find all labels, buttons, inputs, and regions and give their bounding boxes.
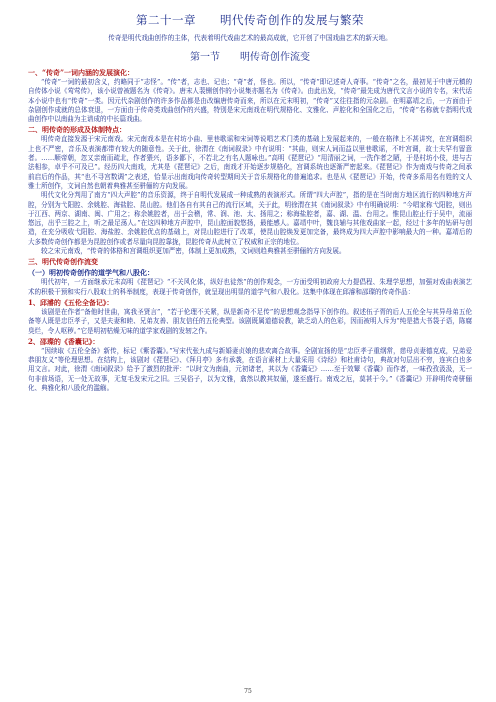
chapter-title: 第二十一章 明代传奇创作的发展与繁荣 bbox=[136, 13, 364, 27]
paragraph: “传奇”一词的最初含义，约略同于“志怪”。“传”者，志也、记也；“奇”者，怪也。所以，“传奇”即记述奇人奇事。“传奇”之名，最初见于中唐元稹的自传体小说《莺莺传》，该小说曾被题名为《传奇》。唐末人裴铏创作的小说集亦题名为《传奇》。由此出发，“传奇”最先成为唐代文言小说的专名，宋代话本小说中也有“传奇”一类。因元代杂剧创作的许多作品都是由改编唐传奇而来，所以在元末明初，“传奇”又往往指的元杂剧。在明嘉靖之后，一方面由于杂剧创作成就的总体衰退，一方面由于传奇类戏曲创作的兴盛，特别是宋元南戏在明代规格化、文雅化、声腔化和全国化之后，“传奇”名称就专指明代戏曲创作中以南曲为主谱成的中长篇戏曲。 bbox=[28, 78, 472, 124]
heading: 1、邱濬的《五伦全备记》： bbox=[28, 297, 114, 307]
heading: 二、明传奇的形成及体制特点： bbox=[28, 125, 126, 135]
subheading: （一）明初传奇创作的道学气和八股化： bbox=[28, 268, 154, 278]
heading: 三、明代传奇创作流变 bbox=[28, 257, 98, 267]
page-number: 75 bbox=[244, 688, 252, 695]
paragraph: 明传奇直接发源于宋元南戏。宋元南戏本是在村坊小曲、里巷歌谣和宋词等说唱艺术门类的基础上发展起来的，一般在格律上不甚讲究，在宫调组织上也不严密，音乐及表演都带有较大的随意性。关于此，徐渭在《南词叙录》中有说明：“其曲，则宋人词而益以里巷歌谣，不叶宫调，故士夫罕有留意者。……顺帝朝，忽又亲南而疏北，作者猥兴，语多鄙下，不若北之有名人题咏也。”高明《琵琶记》“用清丽之词，一洗作者之陋，于是村坊小伎，进与古法相参，卓乎不可及已”。经历四大南戏，尤其是《琵琶记》之后，南戏才开始逐步规格化，宫调系统也逐渐严密起来。《琵琶记》作为南戏与传奇之间承前启后的作品，其“也不寻宫数调”之表述，恰显示出南戏向传奇转型期间关于音乐规格化的普遍追求。也是从《琵琶记》开始，传奇多系用名有姓的文人雅士所创作，文词自然也朝着典雅甚至骈俪的方向发展。 bbox=[28, 135, 472, 190]
heading: 2、邵璨的《香囊记》： bbox=[28, 336, 100, 346]
paragraph: “因续取《五伦全备》新传，标记《紫香囊》。”写宋代张九成与新婚妻贞娘的悲欢离合故事。全剧宣扬的是“忠臣孝子重纲常，慈母贞妻德克成，兄弟爱恭朋友义”等伦理思想。在结构上，该剧对《琵琶记》、《拜月亭》多有承袭，在语言素材上大量采用《诗经》和杜甫诗句，典故对句层出不穷，连宾白也多用文言。对此，徐渭《南词叙录》给予了激烈的批评：“以时文为南曲，元初诸老，其以为《香囊记》……至于效颦《香囊》而作者，一味孜孜汲汲，无一句非前场语，无一处无故事，无复毛发宋元之旧。三吴俗子，以为文雅，翕然以教其奴僮，遂至盛行。南戏之厄，莫甚于今。”《香囊记》开辟明传奇骈俪化、典雅化和八股化的滥觞。 bbox=[28, 346, 472, 393]
paragraph: 较之宋元南戏，“传奇的体格和宫调组织更加严密，体制上更加成熟，文词则趋典雅甚至骈俪的方向发展。 bbox=[41, 247, 346, 256]
paragraph: 该剧是在作者“备他时世曲，寓我圣贤言”，“若于伦理不关紧，纵是新奇不足传”的思想观念指导下创作的。叙述伍子胥的后人五伦全与其异母弟五伦备等人既是忠臣孝子，又是夫妻和睦、兄弟友善、朋友信任的五伦典型。该剧既属道德说教，缺乏动人的色彩，因而被明人斥为“纯是措大书袋子语，陈腐臭烂，令人呕秽。”它是明初枯燥无味的道学家戏剧的发轫之作。 bbox=[28, 307, 472, 335]
paragraph: 明代文化分判用了南方“四大声腔”的音乐资源，终于自明代发展成一种成熟的表演形式。所谓“四大声腔”，指的是在当时南方地区流行的四种地方声腔，分别为弋阳腔、余姚腔、海盐腔、昆山腔。他们各自有其自己的流行区域，关于此，明徐渭在其《南词叙录》中有明确说明：“今唱家称弋阳腔，则出于江西、两京、湖南、闽、广用之；称余姚腔者，出于会稽，常、润、池、太、扬用之；称海盐腔者，嘉、湖、温、台用之。惟昆山腔止行于吴中，流丽悠远，出乎三腔之上，听之最足荡人。”在这四种地方声腔中，昆山腔面貌悠扬，最能感人。嘉靖中叶，魏良辅与其他戏曲家一起，经过十多年的钻研与创造，在充分吸收弋阳腔、海盐腔、余姚腔优点的基础上，对昆山腔进行了改革，使昆山腔焕发更加完备，最终成为四大声腔中影响最大的一种。嘉靖后的大多数传奇创作都是为昆腔创作或者尽量向昆腔靠拢，昆腔传奇从此树立了权威和正宗的地位。 bbox=[28, 191, 472, 246]
paragraph: 明代初年，一方面继承元末高明《琵琶记》“不关风化体，纵好也徒然”的创作观念，一方面受明初政府大力提倡程、朱理学思想，加强对戏曲表演艺术的积极干预和实行八股取士的科举制度，表现于传奇创作，就呈现出明显的道学气和八股化。这集中体现在邱濬和邵璨的传奇作品： bbox=[28, 278, 472, 296]
chapter-lead: 传奇是明代戏曲创作的主体，代表着明代戏曲艺术的最高成就，它开创了中国戏曲艺术的新天地。 bbox=[108, 34, 392, 42]
heading: 一、“传奇”一词内涵的发展演化： bbox=[28, 68, 135, 77]
section-title: 第一节 明传奇创作流变 bbox=[190, 52, 310, 63]
document-body bbox=[28, 68, 472, 393]
